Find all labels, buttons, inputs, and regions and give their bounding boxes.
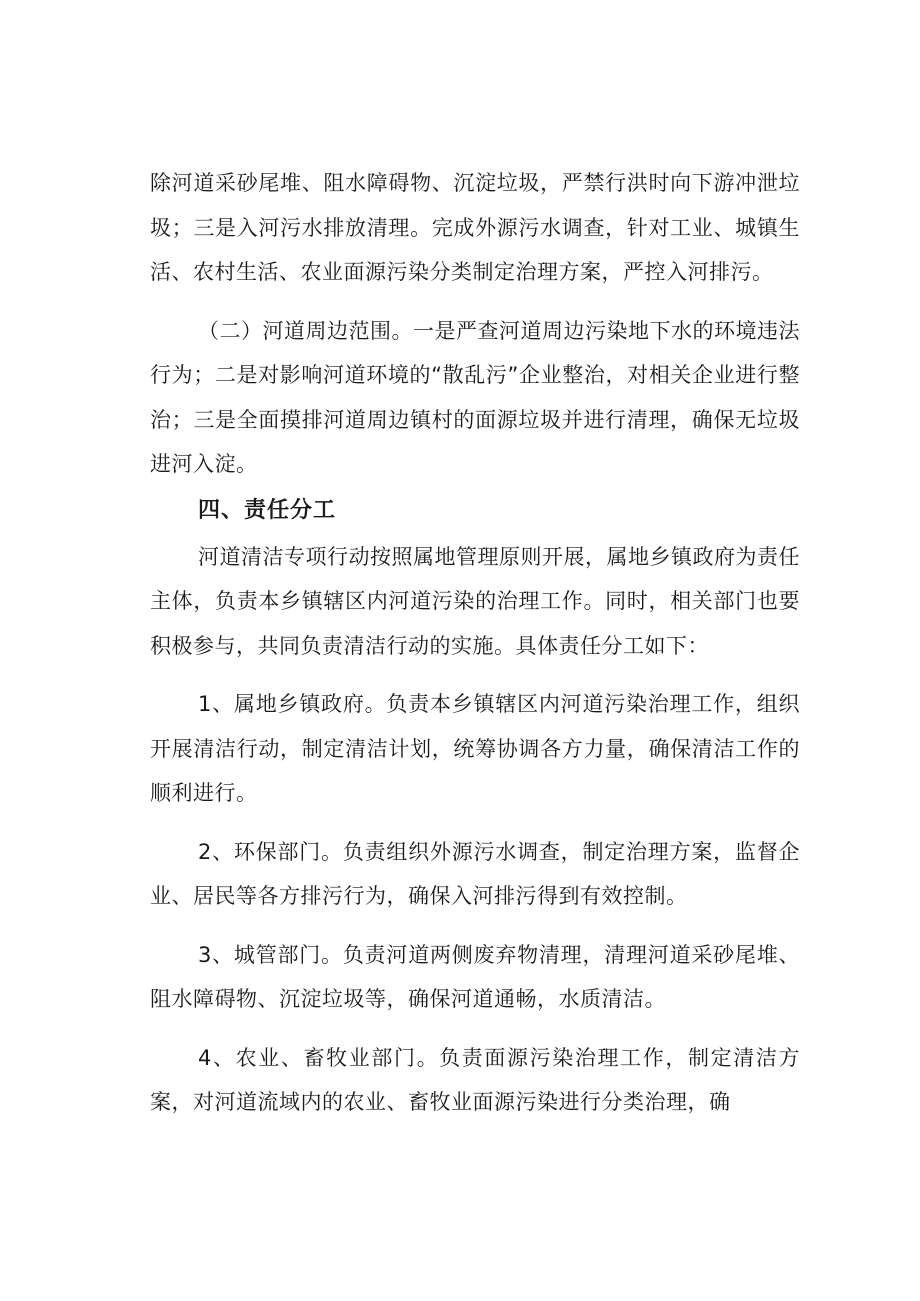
paragraph-item-environmental-department: 2、环保部门。负责组织外源污水调查，制定治理方案，监督企业、居民等各方排污行为，确保入河排污得到有效控制。: [150, 839, 800, 908]
paragraph-item-urban-management: 3、城管部门。负责河道两侧废弃物清理，清理河道采砂尾堆、阻水障碍物、沉淀垃圾等，确保河道通畅，水质清洁。: [150, 942, 800, 1011]
paragraph-continuation: 除河道采砂尾堆、阻水障碍物、沉淀垃圾，严禁行洪时向下游冲泄垃圾；三是入河污水排放清理。完成外源污水调查，针对工业、城镇生活、农村生活、农业面源污染分类制定治理方案，严控入河排污。: [150, 171, 800, 284]
paragraph-item-agriculture-department: 4、农业、畜牧业部门。负责面源污染治理工作，制定清洁方案，对河道流域内的农业、畜牧业面源污染进行分类治理，确: [150, 1045, 800, 1114]
section-heading-responsibilities: 四、责任分工: [198, 497, 337, 523]
paragraph-river-surroundings: （二）河道周边范围。一是严查河道周边污染地下水的环境违法行为；二是对影响河道环境的“散乱污”企业整治，对相关企业进行整治；三是全面摸排河道周边镇村的面源垃圾并进行清理，确保无垃圾进河入淀。: [150, 318, 800, 476]
document-body: [150, 161, 800, 1125]
paragraph-item-township-government: 1、属地乡镇政府。负责本乡镇辖区内河道污染治理工作，组织开展清洁行动，制定清洁计划，统筹协调各方力量，确保清洁工作的顺利进行。: [150, 692, 800, 805]
paragraph-responsibility-intro: 河道清洁专项行动按照属地管理原则开展，属地乡镇政府为责任主体，负责本乡镇辖区内河道污染的治理工作。同时，相关部门也要积极参与，共同负责清洁行动的实施。具体责任分工如下：: [150, 544, 800, 658]
